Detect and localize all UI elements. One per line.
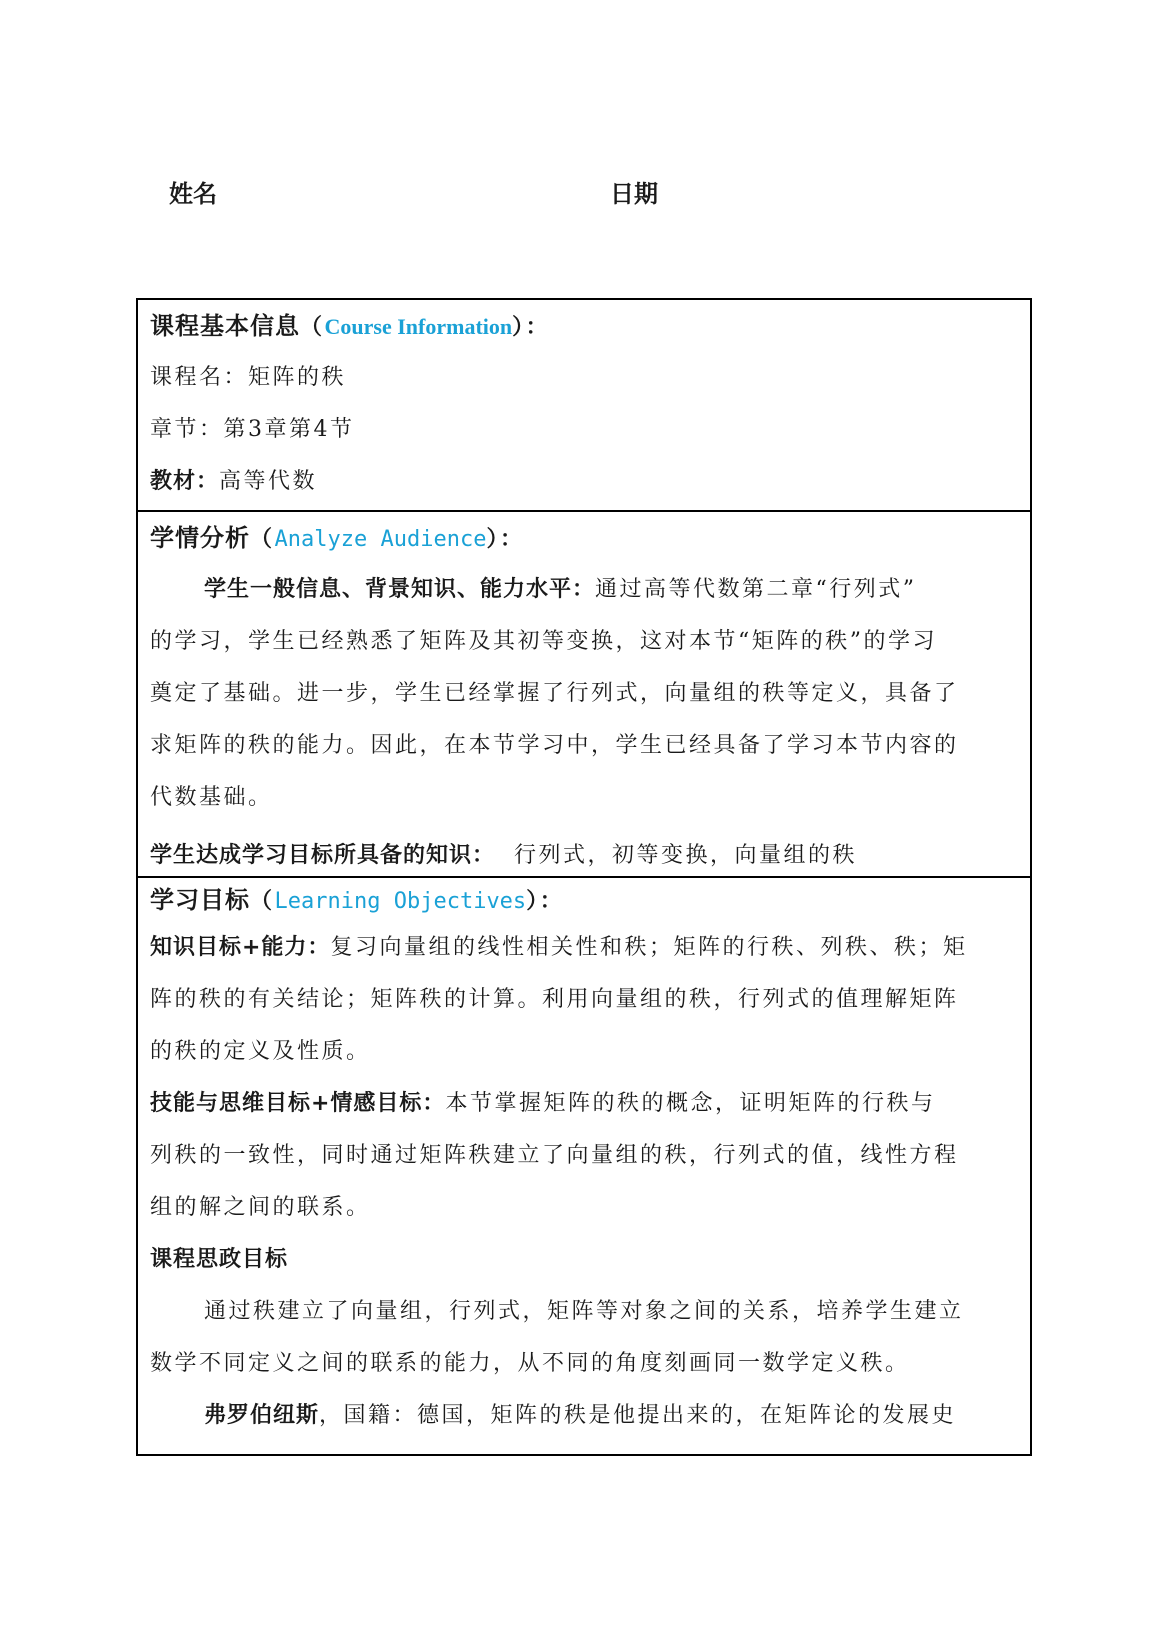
chapter-line: 章节：第3章第4节 bbox=[150, 417, 355, 442]
objectives-paren-open: （ bbox=[250, 888, 275, 914]
audience-para-line-5: 代数基础。 bbox=[150, 785, 273, 810]
course-info-section bbox=[138, 300, 1030, 510]
objectives-paren-close: ）： bbox=[526, 888, 565, 914]
date-label: 日期 bbox=[610, 180, 658, 208]
skill-goal-text-1: 本节掌握矩阵的秩的概念，证明矩阵的行秩与 bbox=[445, 1091, 936, 1116]
audience-bold-lead: 学生一般信息、背景知识、能力水平： bbox=[204, 577, 596, 602]
audience-title-en: Analyze Audience bbox=[274, 527, 487, 552]
audience-para-line-2: 的学习，学生已经熟悉了矩阵及其初等变换，这对本节“矩阵的秩”的学习 bbox=[150, 629, 937, 654]
skill-goal-label: 技能与思维目标+情感目标： bbox=[150, 1091, 446, 1116]
knowledge-goal-line-1 bbox=[150, 922, 1018, 974]
skill-goal-line-1 bbox=[150, 1078, 1018, 1130]
ideology-heading: 课程思政目标 bbox=[150, 1247, 289, 1272]
knowledge-goal-label: 知识目标+能力： bbox=[150, 935, 331, 960]
course-name-line: 课程名：矩阵的秩 bbox=[150, 365, 347, 390]
knowledge-goal-line-3: 的秩的定义及性质。 bbox=[150, 1039, 371, 1064]
course-info-paren-open: （ bbox=[300, 314, 325, 340]
course-info-title-en: Course Information bbox=[324, 314, 513, 339]
audience-heading bbox=[150, 512, 1018, 564]
knowledge-value: 行列式，初等变换，向量组的秩 bbox=[514, 843, 858, 868]
textbook-label: 教材： bbox=[150, 469, 220, 494]
objectives-heading bbox=[150, 878, 1018, 922]
audience-para-line-3: 奠定了基础。进一步，学生已经掌握了行列式，向量组的秩等定义，具备了 bbox=[150, 681, 959, 706]
audience-section bbox=[138, 510, 1030, 876]
lesson-plan-table bbox=[136, 298, 1032, 1456]
person-line bbox=[150, 1390, 1018, 1442]
audience-para-line-1 bbox=[150, 564, 1018, 616]
objectives-section bbox=[138, 876, 1030, 1454]
name-label: 姓名 bbox=[169, 180, 217, 208]
audience-paren-open: （ bbox=[250, 526, 275, 552]
ideology-line-2: 数学不同定义之间的联系的能力，从不同的角度刻画同一数学定义秩。 bbox=[150, 1351, 910, 1376]
skill-goal-line-3: 组的解之间的联系。 bbox=[150, 1195, 371, 1220]
knowledge-line bbox=[150, 830, 1018, 882]
knowledge-goal-line-2: 阵的秩的有关结论；矩阵秩的计算。利用向量组的秩，行列式的值理解矩阵 bbox=[150, 987, 959, 1012]
textbook-value: 高等代数 bbox=[219, 469, 318, 494]
ideology-line-1: 通过秩建立了向量组，行列式，矩阵等对象之间的关系，培养学生建立 bbox=[204, 1299, 964, 1324]
textbook-line bbox=[150, 456, 1018, 508]
audience-paren-close: ）： bbox=[486, 526, 525, 552]
knowledge-goal-text-1: 复习向量组的线性相关性和秩；矩阵的行秩、列秩、秩；矩 bbox=[330, 935, 968, 960]
audience-para-line-4: 求矩阵的秩的能力。因此，在本节学习中，学生已经具备了学习本节内容的 bbox=[150, 733, 959, 758]
person-name: 弗罗伯纽斯 bbox=[204, 1403, 320, 1428]
objectives-title-en: Learning Objectives bbox=[274, 889, 527, 914]
audience-para-text-1: 通过高等代数第二章“行列式” bbox=[595, 577, 917, 602]
course-info-paren-close: ）： bbox=[512, 314, 551, 340]
audience-title: 学情分析 bbox=[150, 524, 250, 552]
objectives-title: 学习目标 bbox=[150, 886, 250, 914]
course-info-title: 课程基本信息 bbox=[150, 312, 300, 340]
skill-goal-line-2: 列秩的一致性，同时通过矩阵秩建立了向量组的秩，行列式的值，线性方程 bbox=[150, 1143, 959, 1168]
knowledge-label: 学生达成学习目标所具备的知识： bbox=[150, 843, 496, 868]
course-info-heading bbox=[150, 300, 1018, 352]
person-text: ，国籍：德国，矩阵的秩是他提出来的，在矩阵论的发展史 bbox=[319, 1403, 957, 1428]
